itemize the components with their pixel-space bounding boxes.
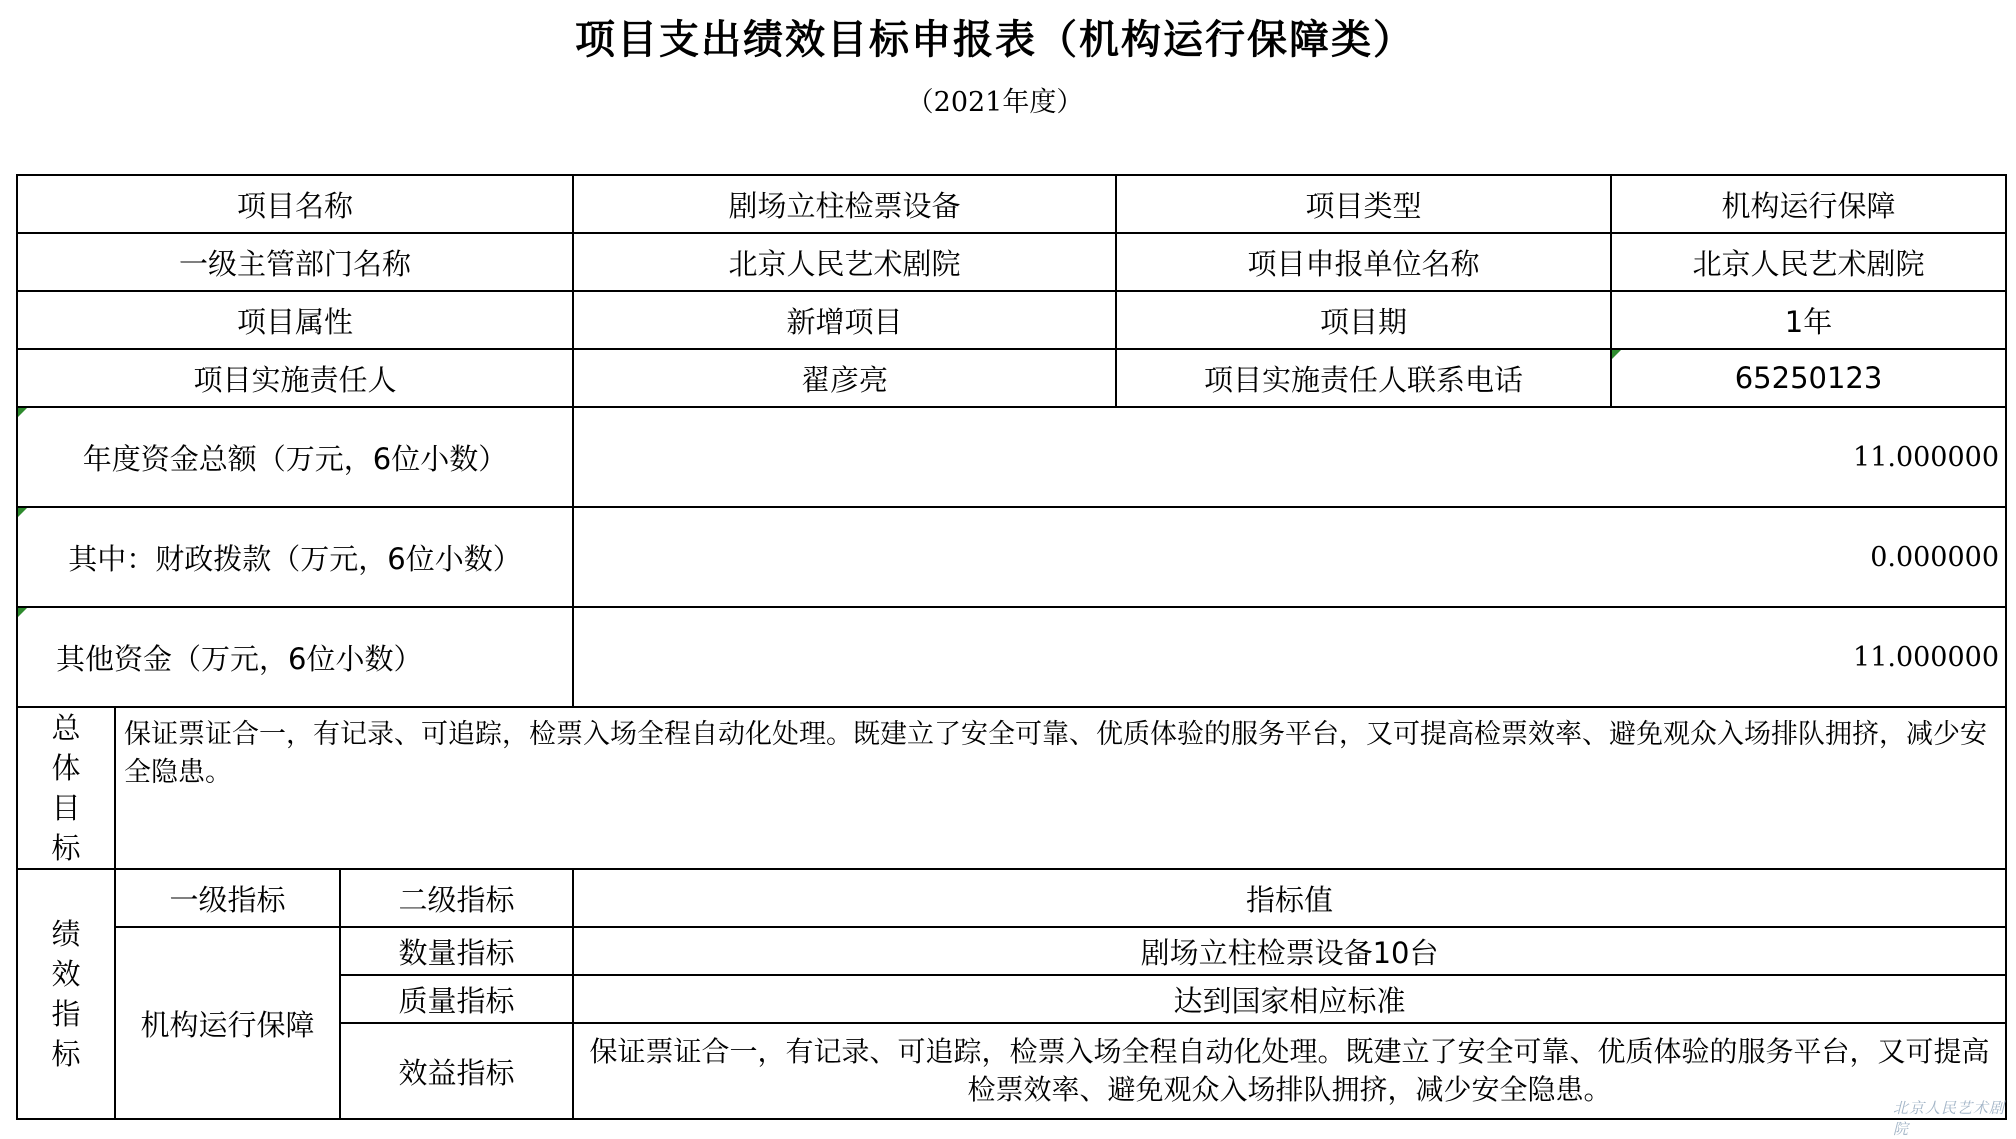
fiscal-funds-value: 0.000000 <box>573 507 2006 607</box>
other-funds-label: 其他资金（万元，6位小数） <box>17 607 573 707</box>
project-type-value: 机构运行保障 <box>1611 175 2006 233</box>
level1-header: 一级指标 <box>115 869 340 927</box>
project-name-value: 剧场立柱检票设备 <box>573 175 1116 233</box>
attr-value: 新增项目 <box>573 291 1116 349</box>
value-benefit: 保证票证合一，有记录、可追踪，检票入场全程自动化处理。既建立了安全可靠、优质体验的服务平台，又可提高检票效率、避免观众入场排队拥挤，减少安全隐患。 <box>573 1023 2006 1119</box>
total-funds-label: 年度资金总额（万元，6位小数） <box>17 407 573 507</box>
form-title: 项目支出绩效目标申报表（机构运行保障类） <box>575 17 1415 63</box>
form-year: （2021年度） <box>906 87 1084 118</box>
table-row <box>17 707 2006 869</box>
level2-quantity: 数量指标 <box>340 927 573 975</box>
phone-label: 项目实施责任人联系电话 <box>1116 349 1611 407</box>
person-label: 项目实施责任人 <box>17 349 573 407</box>
unit-value: 北京人民艺术剧院 <box>1611 233 2006 291</box>
level1-value: 机构运行保障 <box>115 927 340 1119</box>
table-row <box>17 507 2006 607</box>
period-label: 项目期 <box>1116 291 1611 349</box>
value-quantity: 剧场立柱检票设备10台 <box>573 927 2006 975</box>
unit-label: 项目申报单位名称 <box>1116 233 1611 291</box>
other-funds-value: 11.000000 <box>573 607 2006 707</box>
performance-form-table <box>16 174 2007 1120</box>
table-row <box>17 175 2006 233</box>
overall-goal-text: 保证票证合一，有记录、可追踪，检票入场全程自动化处理。既建立了安全可靠、优质体验的服务平台，又可提高检票效率、避免观众入场排队拥挤，减少安全隐患。 <box>115 707 2006 869</box>
table-row <box>17 607 2006 707</box>
overall-goal-label: 总 体 目 标 <box>17 707 115 869</box>
table-row <box>17 927 2006 975</box>
total-funds-value: 11.000000 <box>573 407 2006 507</box>
table-row <box>17 233 2006 291</box>
period-value: 1年 <box>1611 291 2006 349</box>
table-row <box>17 349 2006 407</box>
indicators-label: 绩 效 指 标 <box>17 869 115 1119</box>
level2-benefit: 效益指标 <box>340 1023 573 1119</box>
value-quality: 达到国家相应标准 <box>573 975 2006 1023</box>
value-header: 指标值 <box>573 869 2006 927</box>
person-value: 翟彦亮 <box>573 349 1116 407</box>
table-row <box>17 869 2006 927</box>
project-name-label: 项目名称 <box>17 175 573 233</box>
dept-value: 北京人民艺术剧院 <box>573 233 1116 291</box>
level2-quality: 质量指标 <box>340 975 573 1023</box>
dept-label: 一级主管部门名称 <box>17 233 573 291</box>
phone-value: 65250123 <box>1611 349 2006 407</box>
watermark-stamp: 北京人民艺术剧院 <box>1893 1099 2006 1138</box>
fiscal-funds-label: 其中：财政拨款（万元，6位小数） <box>17 507 573 607</box>
level2-header: 二级指标 <box>340 869 573 927</box>
attr-label: 项目属性 <box>17 291 573 349</box>
table-row <box>17 291 2006 349</box>
project-type-label: 项目类型 <box>1116 175 1611 233</box>
table-row <box>17 407 2006 507</box>
